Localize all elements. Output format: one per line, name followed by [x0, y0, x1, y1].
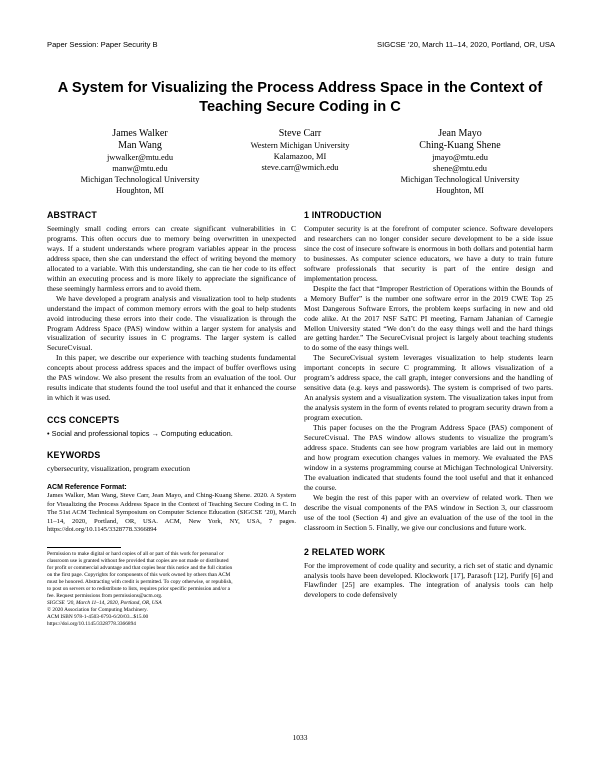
permission-line: SIGCSE ’20, March 11–14, 2020, Portland, OR, USA: [47, 599, 162, 606]
author-email: shene@mtu.edu: [433, 164, 487, 173]
abstract-paragraph: Seemingly small coding errors can create significant vulnerabilities in C programs. This often occurs due to memory being overwritten in unexpected ways. If a student understands where program variables appear in the process address space, then she can understand the effect of writing beyond the memory allocated to a variable. With this understanding, she can tie her code to its effect within an executing process and is more likely to appreciate the significance of these seemingly harmless errors and to avoid them.: [47, 224, 296, 293]
permission-text: [47, 551, 296, 627]
related-work-paragraph: For the improvement of code quality and security, a rich set of static and dynamic analysis tools have been developed. Klockwork [17], Parasoft [12], Purify [6] and Flawfinder [25] are examples. The integration of analysis tools can help developers to code defensively: [304, 560, 553, 600]
author-name: Jean Mayo: [438, 128, 482, 139]
permission-doi-link[interactable]: https://doi.org/10.1145/3328778.3366894: [47, 620, 136, 627]
author-affiliation: Michigan Technological University: [400, 175, 520, 184]
author-affiliation: Michigan Technological University: [80, 175, 200, 184]
left-column: [47, 210, 296, 628]
permission-block: [47, 547, 296, 627]
permission-line: © 2020 Association for Computing Machinery.: [47, 606, 148, 613]
related-work-heading: 2 RELATED WORK: [304, 546, 386, 557]
permission-line: on the first page. Copyrights for components of this work owned by others than ACM: [47, 571, 231, 578]
paper-title: A System for Visualizing the Process Address Space in the Context of Teaching Secure Coding in C: [57, 80, 543, 115]
introduction-paragraph: Computer security is at the forefront of computer science. Software developers and researchers can no longer consider secure development to be a side issue since the cost of insecure software is enormous in both dollars and potential harm to businesses. As computer science educators, we have a duty to train future software professionals that security is part of the entire design and implementation process.: [304, 224, 553, 283]
introduction-paragraph: This paper focuses on the the Program Address Space (PAS) component of SecureCvisual. The PAS window allows students to visualize the program’s address space. Students can see how program variables are laid out in memory and how program execution changes values in memory. We evaluated the PAS window in a systems programming course at Michigan Technological University. The evaluation indicated that students found the tool useful and that it enhanced the course.: [304, 423, 553, 492]
author-location: Houghton, MI: [436, 186, 484, 195]
author-block-3: [375, 128, 545, 196]
keywords-text: cybersecurity, visualization, program execution: [47, 464, 191, 474]
introduction-paragraph: The SecureCvisual system leverages visualization to help students learn important concepts in secure C programming. It allows visualization of a program’s address space, the call graph, integer conversions and the handling of sensitive data (e.g. keys and passwords). The system is comprised of two parts. An analysis system and a visualization system. The visualization takes input from the analysis system in the form of events related to program security drawn from a program execution.: [304, 353, 553, 423]
introduction-heading: 1 INTRODUCTION: [304, 210, 382, 220]
author-affiliation: Western Michigan University: [250, 141, 350, 150]
author-name: Steve Carr: [278, 128, 322, 139]
permission-line: to post on servers or to redistribute to lists, requires prior specific permission and/or a: [47, 585, 230, 592]
author-name: Ching-Kuang Shene: [419, 140, 501, 151]
permission-line: Permission to make digital or hard copies of all or part of this work for personal or: [47, 551, 224, 558]
author-email: manw@mtu.edu: [112, 164, 168, 173]
running-header-left: Paper Session: Paper Security B: [47, 40, 158, 49]
author-block-1: [55, 128, 225, 196]
permission-line: for profit or commercial advantage and that copies bear this notice and the full citation: [47, 564, 233, 571]
keywords-heading: KEYWORDS: [47, 450, 101, 461]
page-number: 1033: [292, 733, 308, 742]
abstract-paragraph: We have developed a program analysis and visualization tool to help students understand the impact of common memory errors with the goal to help students avoid introducing these errors into their code. The visualization is through the Program Address Space (PAS) window within a larger system for analysis and visualization of security issues in C programs. The larger system is called SecureCvisual.: [47, 293, 296, 353]
reference-format-text: James Walker, Man Wang, Steve Carr, Jean Mayo, and Ching-Kuang Shene. 2020. A System for Visualizing the Process Address Space in the Context of Teaching Secure Coding in C. In The 51st ACM Technical Symposium on Computer Science Education (SIGCSE ’20), March 11–14, 2020, Portland, OR, USA. ACM, New York, NY, USA, 7 pages. https://doi.org/10.1145/3328778.3366894: [47, 492, 296, 534]
introduction-paragraph: We begin the rest of this paper with an overview of related work. Then we describe the visual components of the PAS window in Section 3, our classroom use of the tool (Section 4) and give an evaluation of the use of the tool in the classroom in Section 5. Finally, we give our conclusions and future work.: [304, 492, 553, 532]
abstract-heading: ABSTRACT: [47, 210, 97, 220]
right-column: [304, 210, 553, 600]
reference-format-heading: ACM Reference Format:: [47, 484, 127, 492]
footnote-rule: [47, 547, 121, 548]
running-header-right: SIGCSE ’20, March 11–14, 2020, Portland, OR, USA: [377, 40, 555, 49]
permission-line: ACM ISBN 978-1-4503-6793-6/20/03...$15.00: [47, 613, 149, 620]
ccs-concepts: • Social and professional topics → Computing education.: [47, 429, 233, 439]
author-email: jwwalker@mtu.edu: [106, 153, 174, 162]
permission-line: classroom use is granted without fee provided that copies are not made or distributed: [47, 558, 229, 565]
permission-line: fee. Request permissions from permissions@acm.org.: [47, 592, 163, 599]
reference-format: [47, 484, 296, 535]
author-name: Man Wang: [118, 140, 162, 151]
introduction-paragraph: Despite the fact that “Improper Restriction of Operations within the Bounds of a Memory Buffer” is the number one software error in the 2019 CWE Top 25 Most Dangerous Software Errors, the problem keeps surfacing in new and old code alike. At the 2017 NSF SaTC PI meeting, Farnam Jahanian of Carnegie Mellon University stated “We don’t do the easy things well and the hard things are getting harder.” The SecureCvisual project is largely about teaching students to do some of the easy things well.: [304, 283, 553, 353]
abstract-paragraph: In this paper, we describe our experience with teaching students fundamental concepts about process address spaces and the impact of buffer overflows using the PAS window. We also present the results from an evaluation of the tool. Our results indicate that students found the tool useful and that it enhanced the course in which it was used.: [47, 353, 296, 403]
ccs-heading: CCS CONCEPTS: [47, 415, 120, 426]
author-block-2: [215, 128, 385, 173]
author-email: jmayo@mtu.edu: [432, 153, 488, 162]
author-email: steve.carr@wmich.edu: [261, 163, 339, 172]
author-location: Houghton, MI: [116, 186, 164, 195]
author-name: James Walker: [112, 128, 168, 139]
author-location: Kalamazoo, MI: [273, 152, 327, 161]
permission-line: must be honored. Abstracting with credit is permitted. To copy otherwise, or republish,: [47, 578, 233, 585]
